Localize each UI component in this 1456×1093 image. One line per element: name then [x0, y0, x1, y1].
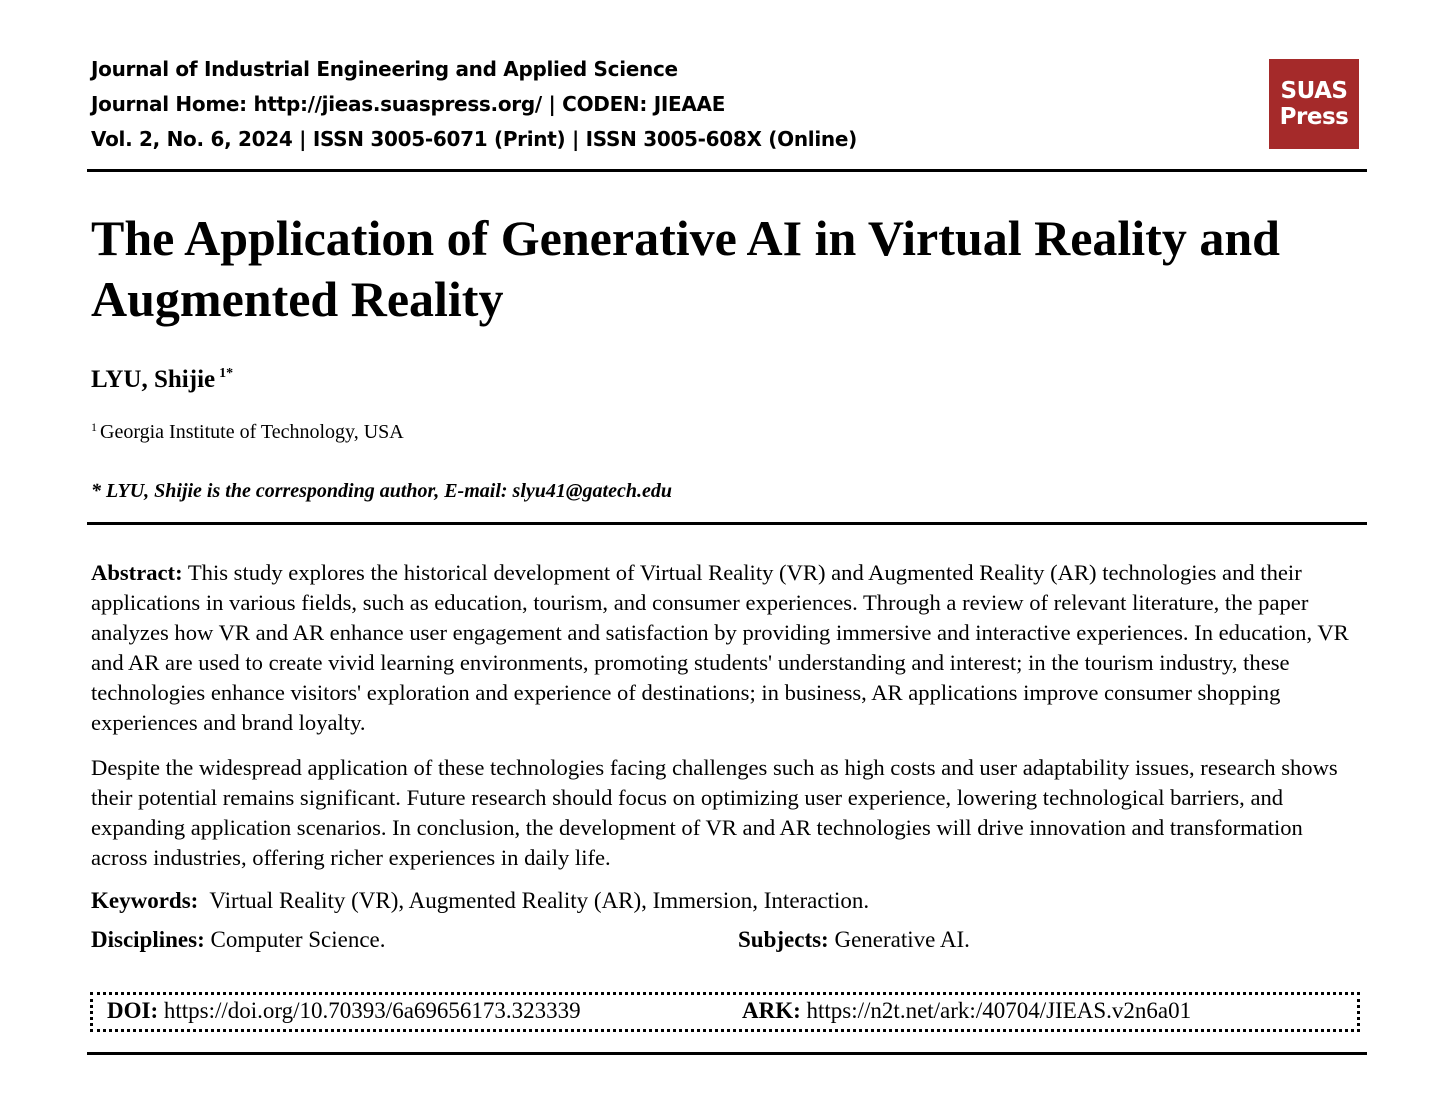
abstract-label: Abstract: — [91, 560, 183, 585]
footer-divider — [87, 1052, 1367, 1055]
article-title: The Application of Generative AI in Virtual Reality and Augmented Reality — [91, 210, 1280, 327]
identifier-box — [90, 992, 1360, 1032]
ark-line — [742, 998, 1191, 1024]
abstract-paragraph-2: Despite the widespread application of these technologies facing challenges such as high costs and user adaptability issues, research shows their potential remains significant. Future research should focus on optimizing user experience, lowering technological barriers, and expanding application scenarios. In conclusion, the development of VR and AR technologies will drive innovation and transformation across industries, offering richer experiences in daily life. — [91, 755, 1338, 870]
abstract-divider — [87, 522, 1367, 525]
subjects-text: Generative AI. — [834, 927, 970, 952]
ark-link[interactable]: https://n2t.net/ark:/40704/JIEAS.v2n6a01 — [806, 998, 1192, 1023]
suas-press-logo — [1269, 59, 1359, 149]
journal-name: Journal of Industrial Engineering and Applied Science — [91, 57, 678, 81]
disciplines-text: Computer Science. — [210, 927, 386, 952]
affiliation-superscript: 1 — [91, 420, 97, 434]
doi-line — [107, 998, 581, 1024]
subjects-line — [738, 927, 970, 953]
corresponding-author-note: * LYU, Shijie is the corresponding author, E-mail: slyu41@gatech.edu — [91, 480, 672, 502]
logo-line-2: Press — [1279, 104, 1349, 130]
abstract — [91, 558, 1357, 888]
abstract-text-1: This study explores the historical development of Virtual Reality (VR) and Augmented Reality (AR) technologies and their applications in various fields, such as education, tourism, and consumer experiences. Through a review of relevant literature, the paper analyzes how VR and AR enhance user engagement and satisfaction by providing immersive and interactive experiences. In education, VR and AR are used to create vivid learning environments, promoting students' understanding and interest; in the tourism industry, these technologies enhance visitors' exploration and experience of destinations; in business, AR applications improve consumer shopping experiences and brand loyalty. — [91, 560, 1349, 735]
subjects-label: Subjects: — [738, 927, 829, 952]
disciplines-line — [91, 927, 386, 953]
logo-line-1: SUAS — [1280, 78, 1348, 104]
header-divider — [87, 169, 1367, 172]
doi-link[interactable]: https://doi.org/10.70393/6a69656173.323339 — [163, 998, 581, 1023]
disciplines-label: Disciplines: — [91, 927, 205, 952]
affiliation-text: Georgia Institute of Technology, USA — [100, 421, 404, 443]
abstract-paragraph-1 — [91, 558, 1357, 738]
journal-issue-line: Vol. 2, No. 6, 2024 | ISSN 3005-6071 (Print) | ISSN 3005-608X (Online) — [91, 127, 857, 151]
ark-label: ARK: — [742, 998, 801, 1023]
journal-home-line: Journal Home: http://jieas.suaspress.org/ | CODEN: JIEAAE — [91, 92, 726, 116]
keywords-line — [91, 888, 869, 914]
author-superscript: 1* — [219, 366, 234, 381]
keywords-label: Keywords: — [91, 888, 199, 913]
author-name: LYU, Shijie — [91, 366, 216, 393]
doi-label: DOI: — [107, 998, 159, 1023]
journal-header — [91, 52, 857, 157]
author-line — [91, 366, 233, 394]
keywords-text: Virtual Reality (VR), Augmented Reality (AR), Immersion, Interaction. — [209, 888, 870, 913]
affiliation — [91, 420, 404, 444]
